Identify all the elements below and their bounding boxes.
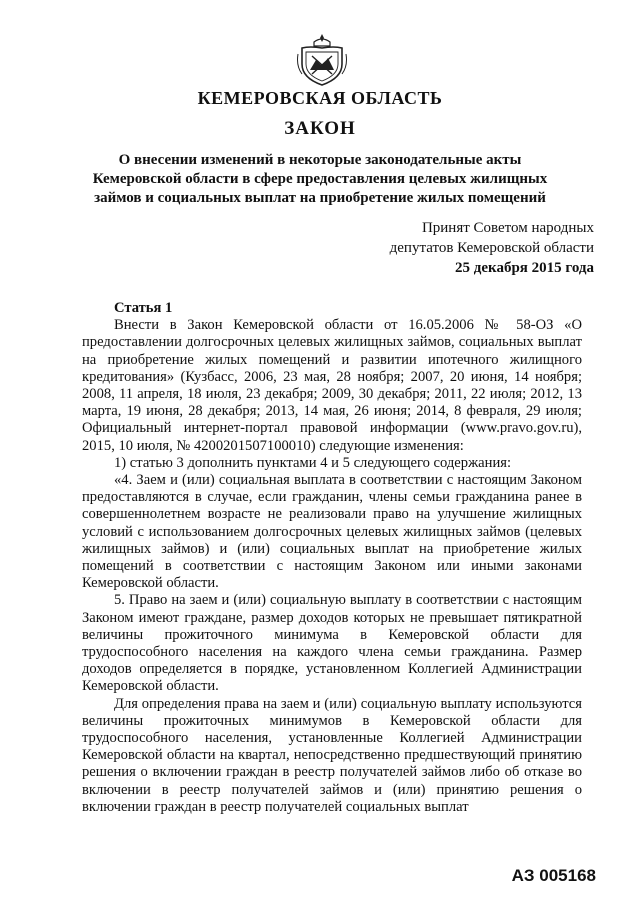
adoption-line: депутатов Кемеровской области — [389, 240, 594, 256]
article-body — [82, 300, 582, 816]
article-paragraph: 5. Право на заем и (или) социальную выплату в соответствии с настоящим Законом имеют граждане, размер доходов которых не превышает пятикратной величины прожиточного минимума в Кемеровской области для трудоспособного населения на каждого члена семьи гражданина. Размер доходов определяется в порядке, установленном Коллегией Администрации Кемеровской области. — [82, 592, 582, 695]
adoption-date: 25 декабря 2015 года — [455, 260, 594, 276]
region-name: КЕМЕРОВСКАЯ ОБЛАСТЬ — [197, 88, 443, 108]
law-title-line: О внесении изменений в некоторые законодательные акты — [118, 152, 522, 168]
adoption-block — [390, 218, 594, 278]
law-title-line: Кемеровской области в сфере предоставления целевых жилищных — [92, 171, 548, 187]
serial-number: АЗ 005168 — [511, 866, 596, 885]
coat-of-arms-icon — [296, 28, 348, 88]
law-title — [0, 151, 640, 208]
law-title-line: займов и социальных выплат на приобретение жилых помещений — [94, 190, 546, 206]
article-paragraph: Внести в Закон Кемеровской области от 16.05.2006 № 58-ОЗ «О предоставлении долгосрочных целевых жилищных займов, социальных выплат на приобретение жилых помещений и развитии ипотечного жилищного кредитования» (Кузбасс, 2006, 23 мая, 28 ноября; 2007, 20 июня, 14 ноября; 2008, 11 апреля, 18 июля, 23 декабря; 2009, 30 декабря; 2011, 22 июля; 2012, 13 марта, 19 июня, 28 декабря; 2013, 14 мая, 26 июня; 2014, 8 февраля, 29 июля; Официальный интернет-портал правовой информации (www.pravo.gov.ru), 2015, 10 июля, № 4200201507100010) следующие изменения: — [82, 317, 582, 454]
article-paragraph: Для определения права на заем и (или) социальную выплату используются величины прожиточных минимумов в Кемеровской области для трудоспособного населения, установленные Коллегией Администрации Кемеровской области на квартал, непосредственно предшествующий принятию решения о включении граждан в реестр получателей займов либо об отказе во включении в реестр получателей займов и (или) принятию решения о включении граждан в реестр получателей социальных выплат — [82, 695, 582, 815]
document-type: ЗАКОН — [284, 118, 356, 139]
article-heading: Статья 1 — [114, 300, 173, 316]
article-paragraph: 1) статью 3 дополнить пунктами 4 и 5 следующего содержания: — [114, 454, 512, 471]
adoption-line: Принят Советом народных — [421, 220, 594, 236]
article-paragraph: «4. Заем и (или) социальная выплата в соответствии с настоящим Законом предоставляются в случае, если гражданин, члены семьи гражданина ранее в совершеннолетнем возрасте не реализовали право на улучшение жилищных условий с использованием долгосрочных целевых жилищных займов (целевых жилищных займов) и (или) социальных выплат на приобретение жилых помещений в соответствии с настоящим Законом или иными законами Кемеровской области. — [82, 472, 582, 592]
